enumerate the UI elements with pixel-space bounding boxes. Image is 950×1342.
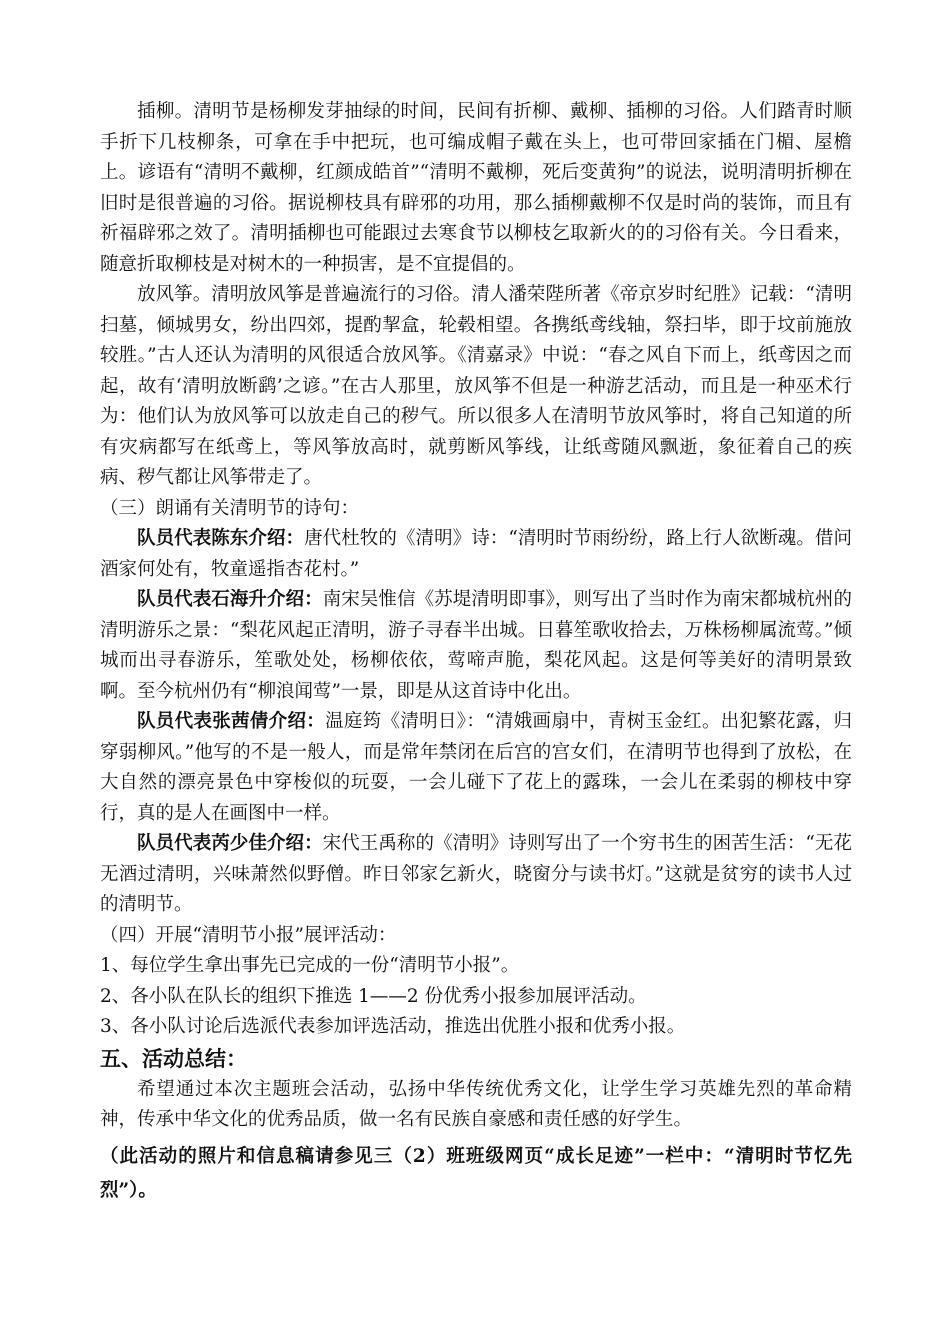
paragraph-kite: 放风筝。清明放风筝是普遍流行的习俗。清人潘荣陛所著《帝京岁时纪胜》记载：“清明扫墓，倾城男女，纷出四郊，提酌挈盒，轮毂相望。各携纸鸢线轴，祭扫毕，即于坟前施放较胜。”古人还认为清明的风很适合放风筝。《清嘉录》中说：“春之风自下而上，纸鸢因之而起，故有‘清明放断鹞’之谚。”在古人那里，放风筝不但是一种游艺活动，而且是一种巫术行为：他们认为放风筝可以放走自己的秽气。所以很多人在清明节放风筝时，将自己知道的所有灾病都写在纸鸢上，等风筝放高时，就剪断风筝线，让纸鸢随风飘逝，象征着自己的疾病、秽气都让风筝带走了。 <box>100 284 852 488</box>
poem-intro-1 <box>100 524 852 585</box>
section4-item-3: 3、各小队讨论后选派代表参加评选活动，推选出优胜小报和优秀小报。 <box>100 1016 686 1037</box>
summary-text: 希望通过本次主题班会活动，弘扬中华传统优秀文化，让学生学习英雄先烈的革命精神，传承中华文化的优秀品质，做一名有民族自豪感和责任感的好学生。 <box>100 1078 852 1130</box>
speaker-label: 队员代表芮少佳介绍： <box>137 833 323 854</box>
summary-note: （此活动的照片和信息稿请参见三（2）班班级网页“成长足迹”一栏中：“清明时节忆先烈”）。 <box>100 1145 852 1201</box>
document-page <box>100 97 852 1208</box>
paragraph-willow: 插柳。清明节是杨柳发芽抽绿的时间，民间有折柳、戴柳、插柳的习俗。人们踏青时顺手折下几枝柳条，可拿在手中把玩，也可编成帽子戴在头上，也可带回家插在门楣、屋檐上。谚语有“清明不戴柳，红颜成皓首”“清明不戴柳，死后变黄狗”的说法，说明清明折柳在旧时是很普遍的习俗。据说柳枝具有辟邪的功用，那么插柳戴柳不仅是时尚的装饰，而且有祈福辟邪之效了。清明插柳也可能跟过去寒食节以柳枝乞取新火的的习俗有关。今日看来，随意折取柳枝是对树木的一种损害，是不宜提倡的。 <box>100 101 852 275</box>
section3-title: （三）朗诵有关清明节的诗句： <box>100 497 360 519</box>
speaker-label: 队员代表张茜倩介绍： <box>137 711 326 732</box>
poem-intro-4 <box>100 829 852 921</box>
section4-title: （四）开展“清明节小报”展评活动： <box>100 924 397 946</box>
poem-intro-text: 唐代杜牧的《清明》诗：“清明时节雨纷纷，路上行人欲断魂。借问酒家何处有，牧童遥指杏花村。” <box>100 528 852 580</box>
speaker-label: 队员代表石海升介绍： <box>137 589 323 610</box>
poem-intro-text: 温庭筠《清明日》：“清娥画扇中，青树玉金红。出犯繁花露，归穿弱柳风。”他写的不是一般人，而是常年禁闭在后宫的宫女们，在清明节也得到了放松，在大自然的漂亮景色中穿梭似的玩耍，一会儿碰下了花上的露珠，一会儿在柔弱的柳枝中穿行，真的是人在画图中一样。 <box>100 711 852 824</box>
speaker-label: 队员代表陈东介绍： <box>137 528 305 549</box>
poem-intro-text: 南宋吴惟信《苏堤清明即事》，则写出了当时作为南宋都城杭州的清明游乐之景：“梨花风起正清明，游子寻春半出城。日暮笙歌收拾去，万株杨柳属流莺。”倾城而出寻春游乐，笙歌处处，杨柳依依，莺啼声脆，梨花风起。这是何等美好的清明景致啊。至今杭州仍有“柳浪闻莺”一景，即是从这首诗中化出。 <box>100 589 852 702</box>
poem-intro-text: 宋代王禹称的《清明》诗则写出了一个穷书生的困苦生活：“无花无酒过清明，兴味萧然似野僧。昨日邻家乞新火，晓窗分与读书灯。”这就是贫穷的读书人过的清明节。 <box>100 833 852 915</box>
poem-intro-3 <box>100 707 852 829</box>
poem-intro-2 <box>100 585 852 707</box>
section4-item-2: 2、各小队在队长的组织下推选 1——2 份优秀小报参加展评活动。 <box>100 985 647 1007</box>
section4-item-1: 1、每位学生拿出事先已完成的一份“清明节小报”。 <box>100 955 520 976</box>
summary-heading: 五、活动总结： <box>100 1046 247 1071</box>
